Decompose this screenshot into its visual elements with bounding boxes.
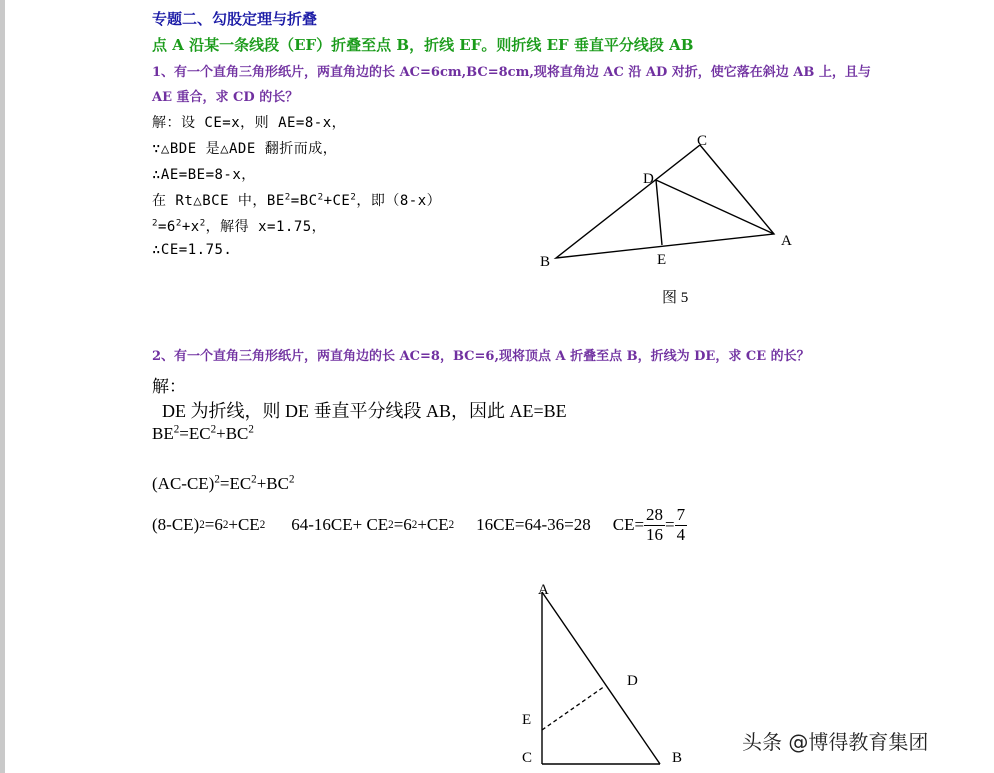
label-e: E bbox=[657, 252, 667, 268]
figure5-triangle bbox=[530, 125, 810, 315]
problem1-question-line1: 1、有一个直角三角形纸片，两直角边的长 AC=6cm,BC=8cm,现将直角边 AC 沿 AD 对折，使它落在斜边 AB 上，且与 bbox=[152, 65, 871, 80]
label-c2: C bbox=[522, 750, 533, 766]
fold-line-ad bbox=[656, 180, 774, 234]
p2-line3: $(AC-CE)^2=EC^2+BC^2$ bbox=[152, 473, 295, 493]
page-left-edge bbox=[0, 0, 5, 773]
fraction-7-4: $\frac{7}{4}$ bbox=[676, 504, 686, 544]
problem1-question-line2: AE 重合，求 CD 的长？ bbox=[152, 90, 299, 105]
p1-solution-line5: $^2=6^2+x^2$，解得 x=1.75， bbox=[152, 218, 327, 235]
p1-solution-line3: ∴AE=BE=8-x， bbox=[152, 167, 256, 183]
label-a2: A bbox=[538, 582, 549, 598]
label-d2: D bbox=[627, 673, 638, 689]
figure2-triangle bbox=[515, 575, 695, 773]
section-title: 专题二、勾股定理与折叠 bbox=[152, 10, 318, 28]
p2-jie: 解： bbox=[152, 377, 186, 396]
label-b: B bbox=[540, 254, 551, 270]
p1-solution-line6: ∴CE=1.75. bbox=[152, 242, 233, 258]
p1-solution-line2: ∵△BDE 是△ADE 翻折而成， bbox=[152, 141, 338, 157]
fold-line-de bbox=[542, 686, 605, 730]
label-b2: B bbox=[672, 750, 683, 766]
label-d: D bbox=[643, 171, 654, 187]
fraction-28-16: $\frac{28}{16}$ bbox=[646, 504, 664, 544]
triangle-abc bbox=[556, 145, 774, 258]
p1-solution-line4: 在 Rt△BCE 中，$BE^2=BC^2+CE^2$，即（8-x） bbox=[152, 192, 442, 209]
p2-line4: (8-CE) 2 =6 2 +CE 2 64-16CE+ CE 2 =6 2 +CE 2 16CE=64-36=28 CE= $\frac{28}{16}$ = $\frac{7}{4}$ bbox=[152, 504, 686, 544]
label-c: C bbox=[697, 133, 708, 149]
watermark: 头条 @博得教育集团 bbox=[742, 730, 929, 754]
section-subtitle: 点 A 沿某一条线段（EF）折叠至点 B，折线 EF。则折线 EF 垂直平分线段 AB bbox=[152, 36, 694, 54]
p2-line1: DE 为折线，则 DE 垂直平分线段 AB，因此 AE=BE bbox=[162, 401, 567, 421]
segment-de bbox=[656, 180, 662, 245]
label-e2: E bbox=[522, 712, 532, 728]
label-a: A bbox=[781, 233, 792, 249]
p1-solution-line1: 解：设 CE=x，则 AE=8-x， bbox=[152, 115, 347, 131]
problem2-question: 2、有一个直角三角形纸片，两直角边的长 AC=8，BC=6,现将顶点 A 折叠至点 B，折线为 DE，求 CE 的长？ bbox=[152, 349, 810, 364]
p2-line2: $BE^2=EC^2+BC^2$ bbox=[152, 423, 254, 443]
figure5-caption: 图 5 bbox=[662, 290, 689, 306]
hypotenuse-ab bbox=[542, 592, 660, 764]
